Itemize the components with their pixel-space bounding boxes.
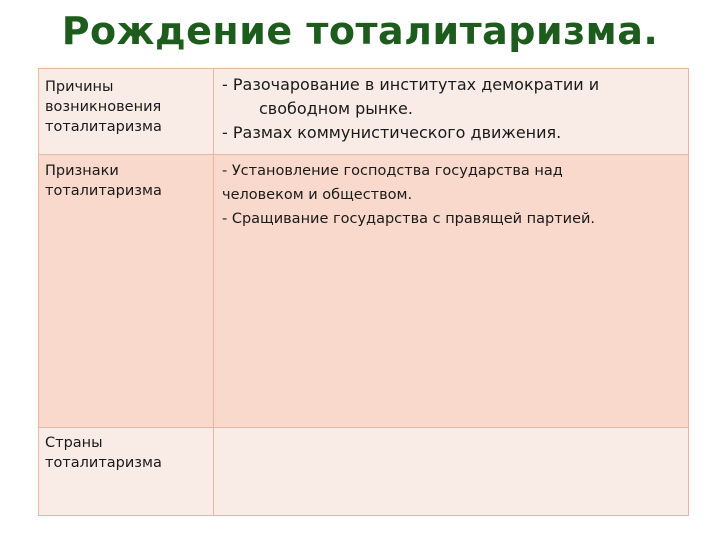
content-line: свободном рынке. bbox=[259, 99, 413, 118]
row-label-line: Признаки bbox=[45, 163, 119, 179]
row-label-line: тоталитаризма bbox=[45, 455, 162, 471]
row-label-line: Страны bbox=[45, 435, 103, 451]
row-label-cell bbox=[39, 428, 214, 516]
content-line: - Сращивание государства с правящей партией. bbox=[222, 211, 596, 227]
row-label-line: Причины bbox=[45, 79, 114, 95]
row-content-cell-empty bbox=[214, 428, 689, 516]
totalitarianism-table bbox=[38, 68, 689, 516]
row-label-line: тоталитаризма bbox=[45, 183, 162, 199]
row-label-line: возникновения bbox=[45, 99, 162, 115]
slide-title: Рождение тоталитаризма. bbox=[61, 9, 659, 53]
content-line: человеком и обществом. bbox=[222, 187, 413, 203]
table-row-causes bbox=[39, 69, 689, 155]
table-row-signs bbox=[39, 155, 689, 428]
row-label-cell bbox=[39, 155, 214, 428]
content-line: - Установление господства государства над bbox=[222, 163, 563, 179]
row-content-cell bbox=[214, 69, 689, 155]
table-row-countries bbox=[39, 428, 689, 516]
row-label-cell bbox=[39, 69, 214, 155]
row-content-cell bbox=[214, 155, 689, 428]
row-label-line: тоталитаризма bbox=[45, 119, 162, 135]
content-line: - Размах коммунистического движения. bbox=[222, 123, 562, 142]
content-line: - Разочарование в институтах демократии и bbox=[222, 75, 600, 94]
